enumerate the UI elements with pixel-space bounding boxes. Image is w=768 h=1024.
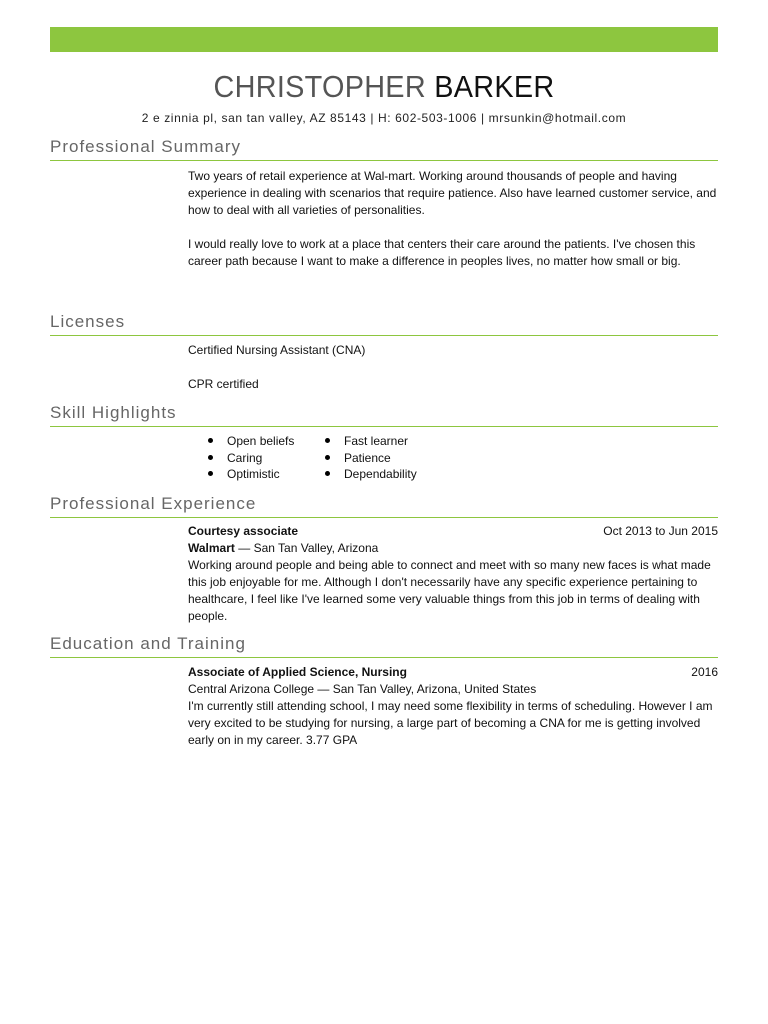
skill-item: Open beliefs xyxy=(205,433,322,450)
employer-name: Walmart xyxy=(188,541,235,555)
section-divider xyxy=(50,517,718,518)
job-employer-line xyxy=(188,540,718,557)
section-divider xyxy=(50,335,718,336)
section-title-summary: Professional Summary xyxy=(50,137,242,156)
section-title-experience: Professional Experience xyxy=(50,494,257,513)
candidate-name xyxy=(27,68,741,106)
job-description: Working around people and being able to connect and meet with so many new faces is what made this job enjoyable for me. Although I don't necessarily have any specific experience pertaining to healthcare, I feel like I've learned some very valuable things from this job in terms of dealing with people. xyxy=(188,558,711,623)
education-year: 2016 xyxy=(691,665,718,679)
summary-text xyxy=(188,168,718,270)
first-name: CHRISTOPHER xyxy=(213,69,426,104)
experience-entry xyxy=(188,523,718,625)
job-location: — San Tan Valley, Arizona xyxy=(234,541,379,555)
education-description: I'm currently still attending school, I may need some flexibility in terms of scheduling. However I am very excited to be studying for nursing, a large part of becoming a CNA for me is getting involved early on in my career. 3.77 GPA xyxy=(188,699,713,747)
job-dates: Oct 2013 to Jun 2015 xyxy=(603,524,718,538)
summary-paragraph-2: I would really love to work at a place that centers their care around the patients. I've chosen this career path because I want to make a difference in peoples lives, no matter how small or big. xyxy=(188,237,696,268)
section-divider xyxy=(50,160,718,161)
skill-item: Fast learner xyxy=(322,433,439,450)
skills-column-1 xyxy=(205,433,322,483)
skill-item: Patience xyxy=(322,450,439,467)
education-entry xyxy=(188,664,718,749)
education-header xyxy=(188,664,718,681)
header-accent-bar xyxy=(50,27,718,52)
job-header xyxy=(188,523,718,540)
section-divider xyxy=(50,426,718,427)
summary-paragraph-1: Two years of retail experience at Wal-mart. Working around thousands of people and having experience in dealing with scenarios that require patience. Also have learned customer service, and how to deal with all varieties of personalities. xyxy=(188,169,717,217)
skill-item: Dependability xyxy=(322,466,439,483)
last-name: BARKER xyxy=(434,69,555,104)
contact-info: 2 e zinnia pl, san tan valley, AZ 85143 | H: 602-503-1006 | mrsunkin@hotmail.com xyxy=(141,111,627,125)
section-title-licenses: Licenses xyxy=(50,312,126,331)
section-title-education: Education and Training xyxy=(50,634,246,653)
license-item: Certified Nursing Assistant (CNA) xyxy=(188,343,366,357)
section-title-skills: Skill Highlights xyxy=(50,403,177,422)
skill-item: Caring xyxy=(205,450,322,467)
skill-item: Optimistic xyxy=(205,466,322,483)
skills-list xyxy=(205,433,439,483)
license-item: CPR certified xyxy=(188,377,259,391)
skills-column-2 xyxy=(322,433,439,483)
school-line: Central Arizona College — San Tan Valley, Arizona, United States xyxy=(188,682,537,696)
job-title: Courtesy associate xyxy=(188,524,299,538)
degree-title: Associate of Applied Science, Nursing xyxy=(188,665,407,679)
section-divider xyxy=(50,657,718,658)
licenses-list xyxy=(188,342,718,393)
